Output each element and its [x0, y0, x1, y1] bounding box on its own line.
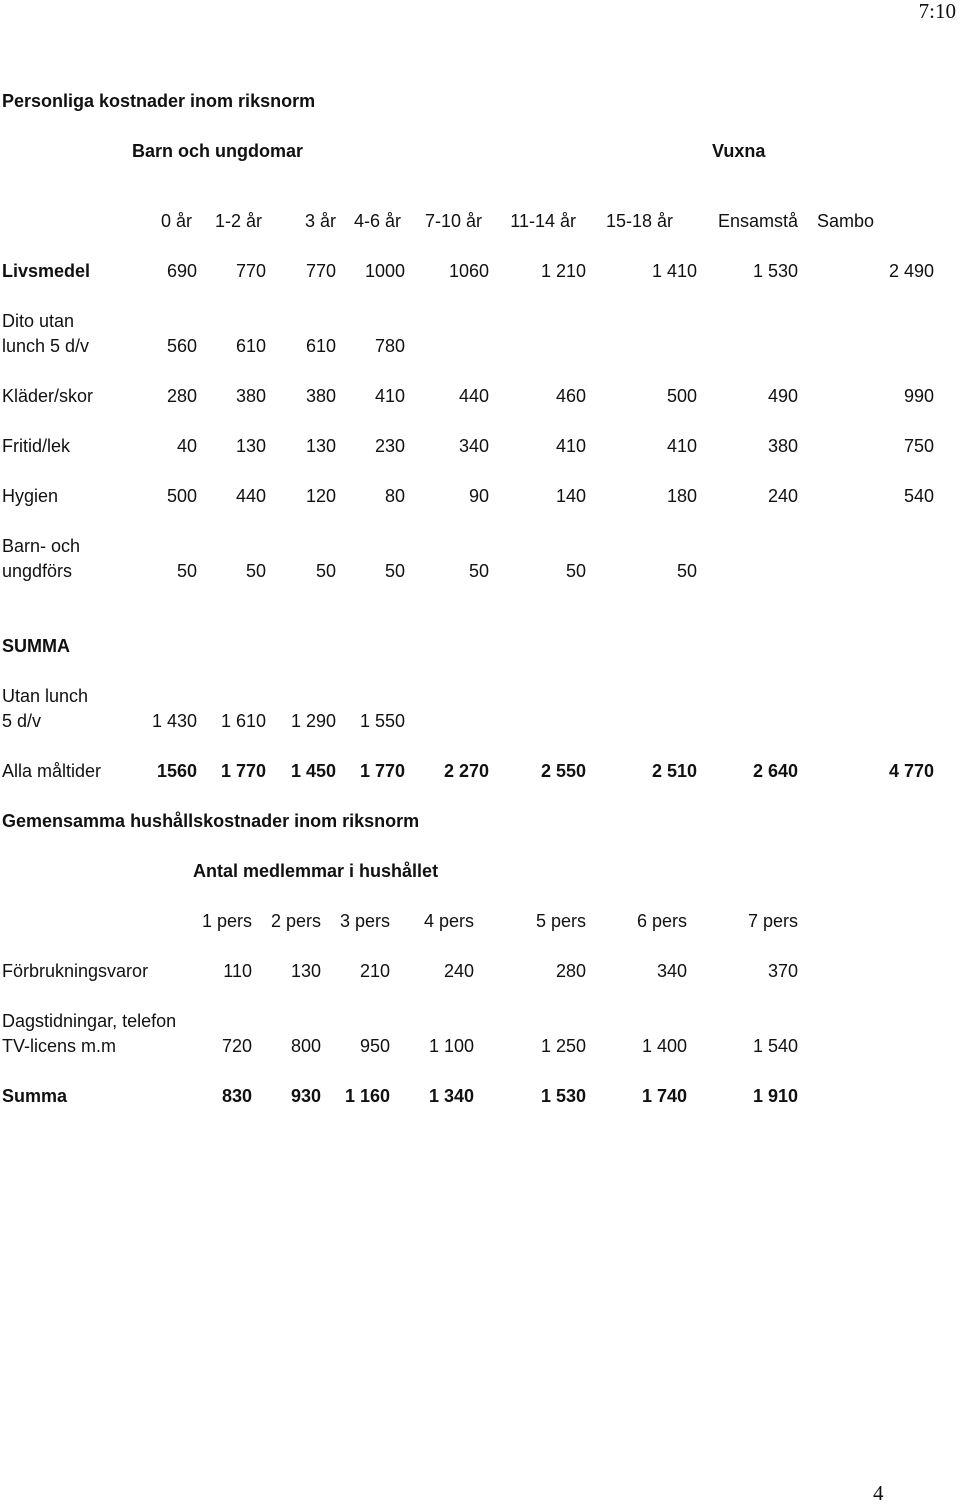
table-cell: 1 910	[752, 1086, 798, 1106]
row-label: Kläder/skor	[2, 386, 94, 406]
table-cell: 990	[903, 386, 934, 406]
table-cell: 930	[290, 1086, 321, 1106]
table-cell: 1 340	[428, 1086, 474, 1106]
table-cell: 4 770	[888, 761, 934, 781]
group-adults-heading: Vuxna	[712, 141, 766, 161]
table-cell: 240	[443, 961, 474, 981]
table-cell: 1 100	[428, 1036, 474, 1056]
table-cell: 490	[767, 386, 798, 406]
table-cell: 1000	[364, 261, 405, 281]
row-label: Fritid/lek	[2, 436, 71, 456]
table-cell: 2 270	[443, 761, 489, 781]
table-cell: 1 770	[359, 761, 405, 781]
table-cell: 380	[767, 436, 798, 456]
section1-title: Personliga kostnader inom riksnorm	[2, 91, 316, 111]
table-cell: 690	[166, 261, 197, 281]
table-cell: 50	[565, 561, 586, 581]
table-cell: 230	[374, 436, 405, 456]
table-cell: 1 210	[540, 261, 586, 281]
table-cell: 120	[305, 486, 336, 506]
col-header: 15-18 år	[605, 211, 673, 231]
table-cell: 1 250	[540, 1036, 586, 1056]
col-header: 0 år	[160, 211, 192, 231]
row-label: Alla måltider	[2, 761, 102, 781]
table-cell: 1 450	[290, 761, 336, 781]
row-label: Utan lunch	[2, 686, 89, 706]
table-cell: 1 540	[752, 1036, 798, 1056]
table-cell: 40	[176, 436, 197, 456]
table-cell: 500	[166, 486, 197, 506]
table-cell: 240	[767, 486, 798, 506]
row-label: Dagstidningar, telefon	[2, 1011, 177, 1031]
table-cell: 410	[666, 436, 697, 456]
table-cell: 2 490	[888, 261, 934, 281]
table-cell: 2 550	[540, 761, 586, 781]
section2-title: Gemensamma hushållskostnader inom riksnorm	[2, 811, 420, 831]
col-header: 4 pers	[423, 911, 474, 931]
table-cell: 110	[223, 961, 252, 981]
table-cell: 770	[235, 261, 266, 281]
col-header: 5 pers	[535, 911, 586, 931]
table-cell: 280	[555, 961, 586, 981]
row-label: Barn- och	[2, 536, 81, 556]
row-label: Förbrukningsvaror	[2, 961, 149, 981]
table-cell: 410	[374, 386, 405, 406]
col-header: 1 pers	[201, 911, 252, 931]
table-cell: 90	[468, 486, 489, 506]
table-cell: 950	[359, 1036, 390, 1056]
col-header: Ensamstå	[717, 211, 798, 231]
table-cell: 440	[458, 386, 489, 406]
table-cell: 280	[166, 386, 197, 406]
table-cell: 560	[166, 336, 197, 356]
col-header: Sambo	[816, 211, 874, 231]
col-header: 7-10 år	[424, 211, 482, 231]
page-reference: 7:10	[918, 0, 956, 23]
table-cell: 1060	[448, 261, 489, 281]
row-label: Livsmedel	[2, 261, 91, 281]
table-cell: 130	[290, 961, 321, 981]
table-cell: 830	[221, 1086, 252, 1106]
table-cell: 1 160	[344, 1086, 390, 1106]
table-cell: 50	[468, 561, 489, 581]
col-header: 6 pers	[636, 911, 687, 931]
col-header: 3 pers	[339, 911, 390, 931]
table-cell: 1 550	[359, 711, 405, 731]
table-cell: 180	[666, 486, 697, 506]
table-cell: 380	[305, 386, 336, 406]
col-header: 11-14 år	[510, 211, 576, 231]
table-cell: 780	[374, 336, 405, 356]
col-header: 3 år	[304, 211, 336, 231]
table-cell: 1 430	[151, 711, 197, 731]
row-label: Dito utan	[2, 311, 75, 331]
row-label: Summa	[2, 1086, 68, 1106]
table-cell: 1 610	[220, 711, 266, 731]
table-cell: 440	[235, 486, 266, 506]
section2-subtitle: Antal medlemmar i hushållet	[193, 861, 439, 881]
table-cell: 80	[384, 486, 405, 506]
table-cell: 410	[555, 436, 586, 456]
table-cell: 1 290	[290, 711, 336, 731]
table-cell: 50	[384, 561, 405, 581]
row-label: 5 d/v	[2, 711, 42, 731]
row-label: Hygien	[2, 486, 59, 506]
table-cell: 1 530	[540, 1086, 586, 1106]
table-cell: 50	[676, 561, 697, 581]
table-cell: 2 640	[752, 761, 798, 781]
page-number: 4	[873, 1481, 884, 1505]
table-cell: 540	[903, 486, 934, 506]
table-cell: 210	[359, 961, 390, 981]
col-header: 7 pers	[747, 911, 798, 931]
row-label: lunch 5 d/v	[2, 336, 90, 356]
row-label: TV-licens m.m	[2, 1036, 117, 1056]
table-cell: 1 770	[220, 761, 266, 781]
table-cell: 50	[245, 561, 266, 581]
table-cell: 2 510	[651, 761, 697, 781]
table-cell: 130	[235, 436, 266, 456]
table-cell: 340	[656, 961, 687, 981]
col-header: 4-6 år	[353, 211, 401, 231]
table-cell: 140	[555, 486, 586, 506]
table-cell: 750	[903, 436, 934, 456]
table-cell: 720	[221, 1036, 252, 1056]
table-cell: 460	[555, 386, 586, 406]
col-header: 2 pers	[270, 911, 321, 931]
table-cell: 610	[305, 336, 336, 356]
table-cell: 50	[176, 561, 197, 581]
table-cell: 130	[305, 436, 336, 456]
table-cell: 340	[458, 436, 489, 456]
table-cell: 1 400	[641, 1036, 687, 1056]
table-cell: 500	[666, 386, 697, 406]
col-header: 1-2 år	[214, 211, 262, 231]
row-label: ungdförs	[2, 561, 73, 581]
table-cell: 800	[290, 1036, 321, 1056]
table-cell: 610	[235, 336, 266, 356]
table-cell: 380	[235, 386, 266, 406]
table-cell: 1560	[156, 761, 197, 781]
table-cell: 370	[767, 961, 798, 981]
summa-heading: SUMMA	[2, 636, 70, 656]
group-children-heading: Barn och ungdomar	[132, 141, 304, 161]
table-cell: 1 410	[651, 261, 697, 281]
table-cell: 1 530	[752, 261, 798, 281]
table-cell: 1 740	[641, 1086, 687, 1106]
table-cell: 50	[315, 561, 336, 581]
table-cell: 770	[305, 261, 336, 281]
